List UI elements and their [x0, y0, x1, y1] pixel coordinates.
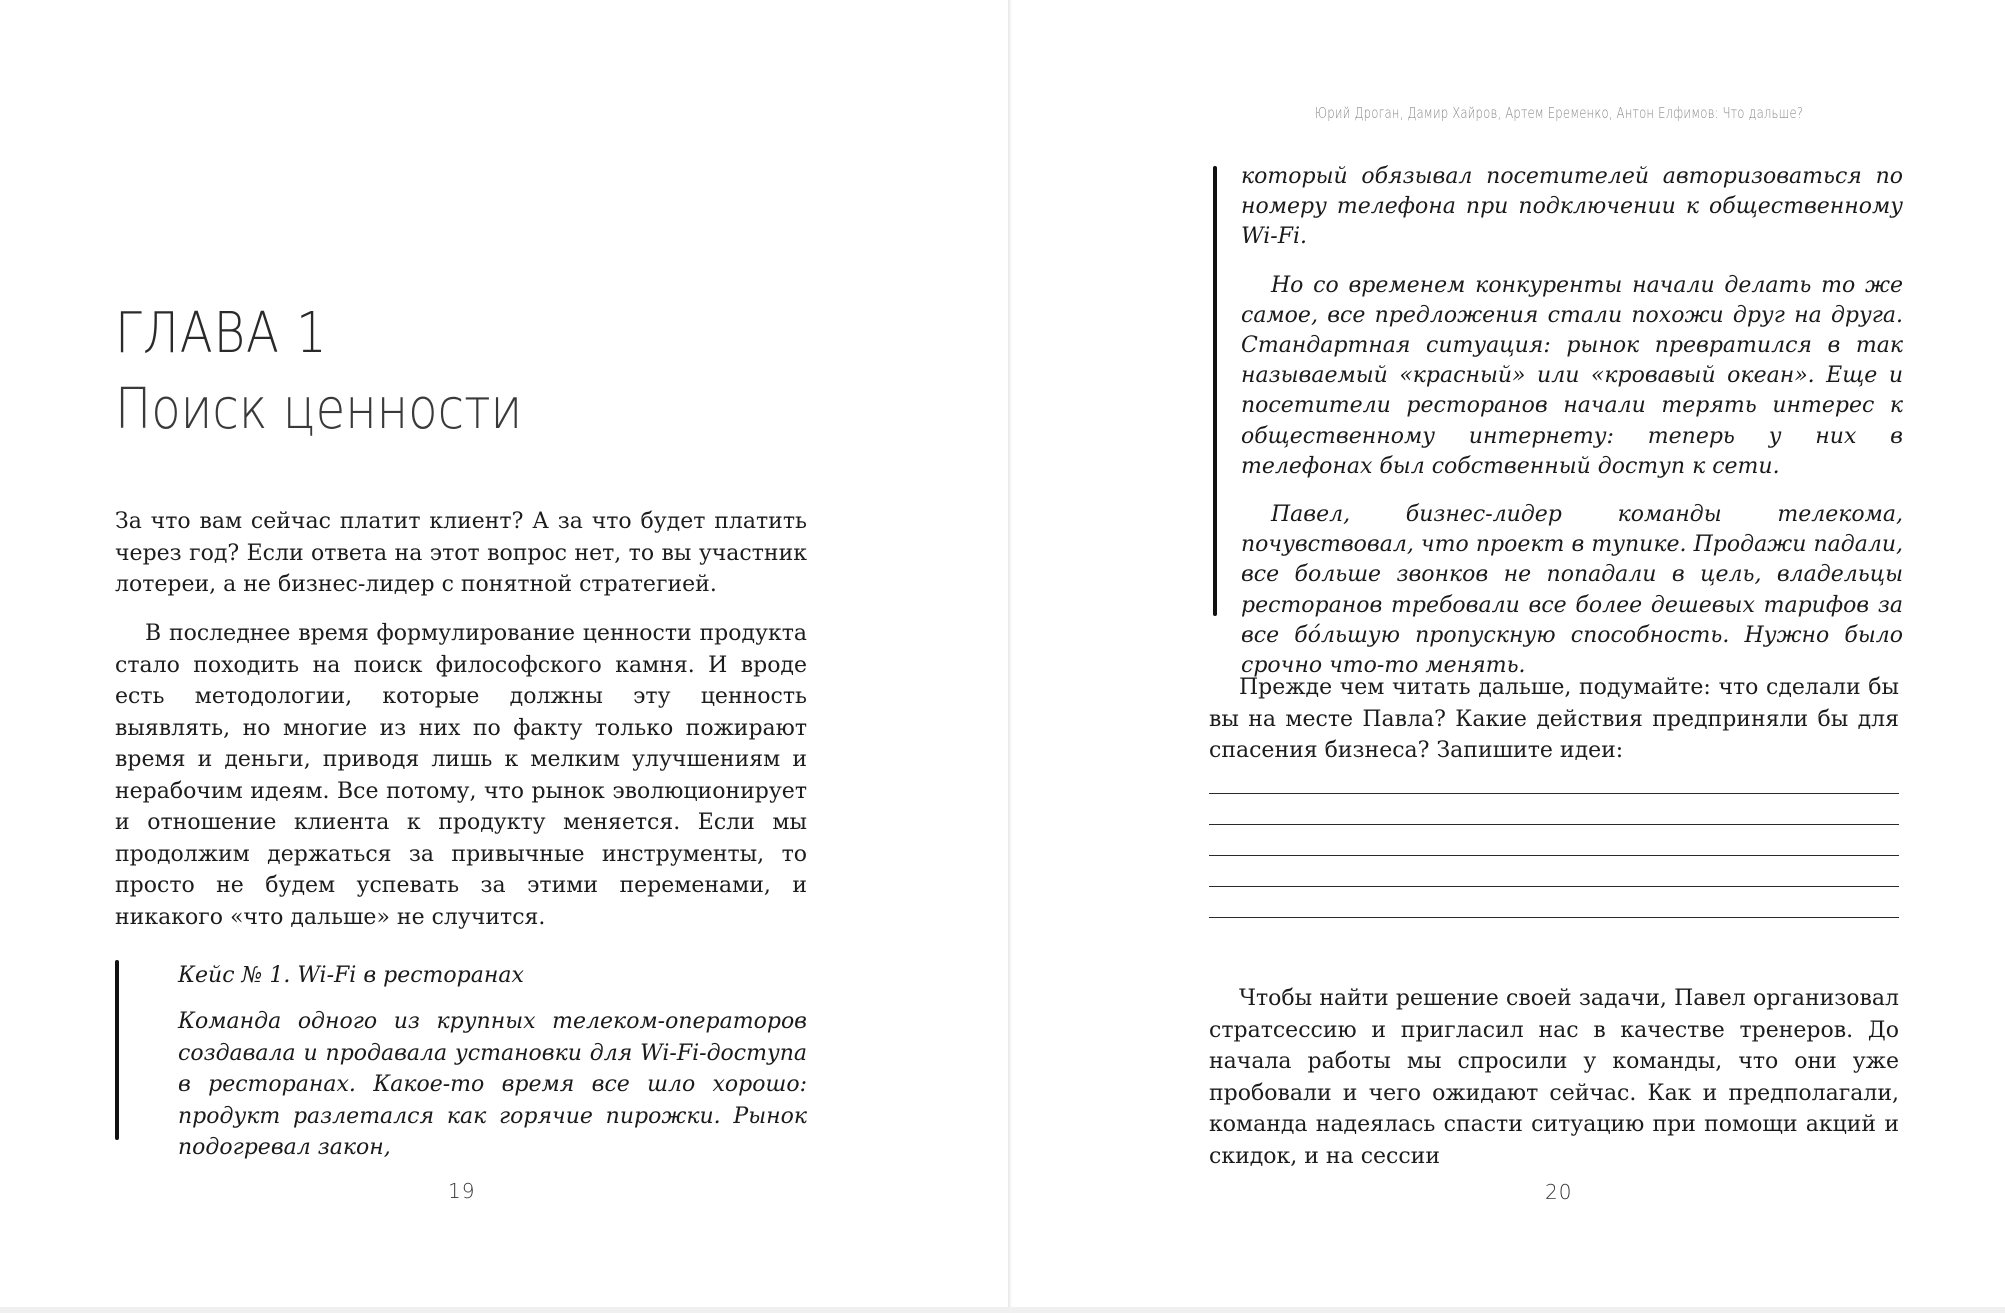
page-bottom-edge	[0, 1307, 2005, 1313]
case-continuation-text	[1241, 162, 1903, 681]
body-text: Чтобы найти решение своей задачи, Павел организовал стратсессию и пригласил нас в качестве тренеров. До начала работы мы спросили у команды, что они уже пробовали и чего ожидают сейчас. Как и предполагали, команда надеялась спасти ситуацию при помощи акций и скидок, и на сессии	[1209, 986, 1899, 1169]
reflection-prompt: Прежде чем читать дальше, подумайте: что сделали бы вы на месте Павла? Какие действия предприняли бы для спасения бизнеса? Запишите идеи:	[1209, 675, 1899, 763]
case-box	[115, 960, 807, 1160]
answer-line[interactable]	[1209, 855, 1899, 856]
body-text-block	[1209, 983, 1899, 1172]
case-paragraph: Павел, бизнес-лидер команды телекома, почувствовал, что проект в тупике. Продажи падали, все больше звонков не попадали в цель, владельцы ресторанов требовали все более дешевых тарифов за все бо́льшую пропускную способность. Нужно было срочно что-то менять.	[1241, 502, 1903, 679]
answer-line[interactable]	[1209, 824, 1899, 825]
answer-line[interactable]	[1209, 886, 1899, 887]
case-paragraph: который обязывал посетителей авторизоваться по номеру телефона при подключении к общественному Wi-Fi.	[1241, 164, 1903, 250]
case-paragraph: Но со временем конкуренты начали делать то же самое, все предложения стали похожи друг на друга. Стандартная ситуация: рынок превратился в так называемый «красный» или «кровавый океан». Еще и посетители ресторанов начали терять интерес к общественному интернету: теперь у них в телефонах был собственный доступ к сети.	[1241, 272, 1903, 479]
second-paragraph-block	[115, 618, 807, 933]
case-marker-bar	[115, 960, 119, 1140]
intro-paragraph: За что вам сейчас платит клиент? А за что будет платить через год? Если ответа на этот вопрос нет, то вы участник лотереи, а не бизнес-лидер с понятной стратегией.	[115, 509, 807, 597]
page-number-left: 19	[448, 1179, 476, 1203]
case-continuation-box	[1213, 162, 1903, 679]
answer-line[interactable]	[1209, 917, 1899, 918]
second-paragraph: В последнее время формулирование ценности продукта стало походить на поиск философского камня. И вроде есть методологии, которые должны эту ценность выявлять, но многие из них по факту только пожирают время и деньги, приводя лишь к мелким улучшениям и нерабочим идеям. Все потому, что рынок эволюционирует и отношение клиента к продукту меняется. Если мы продолжим держаться за привычные инструменты, то просто не будем успевать за этими переменами, и никакого «что дальше» не случится.	[115, 621, 807, 930]
chapter-title: Поиск ценности	[115, 377, 523, 442]
case-title: Кейс № 1. Wi-Fi в ресторанах	[178, 963, 524, 988]
reflection-prompt-block	[1209, 672, 1899, 767]
answer-lines	[1209, 793, 1899, 948]
chapter-label: ГЛАВА 1	[115, 301, 328, 366]
case-text: Команда одного из крупных телеком-операторов создавала и продавала установки для Wi-Fi-доступа в ресторанах. Какое-то время все шло хорошо: продукт разлетался как горячие пирожки. Рынок подогревал закон,	[178, 1009, 807, 1160]
running-head: Юрий Дроган, Дамир Хайров, Артем Еременко, Антон Елфимов: Что дальше?	[1315, 104, 1804, 122]
answer-line[interactable]	[1209, 793, 1899, 794]
intro-paragraph-block	[115, 506, 807, 601]
page-number-right: 20	[1545, 1180, 1573, 1204]
case-marker-bar-right	[1213, 166, 1217, 616]
